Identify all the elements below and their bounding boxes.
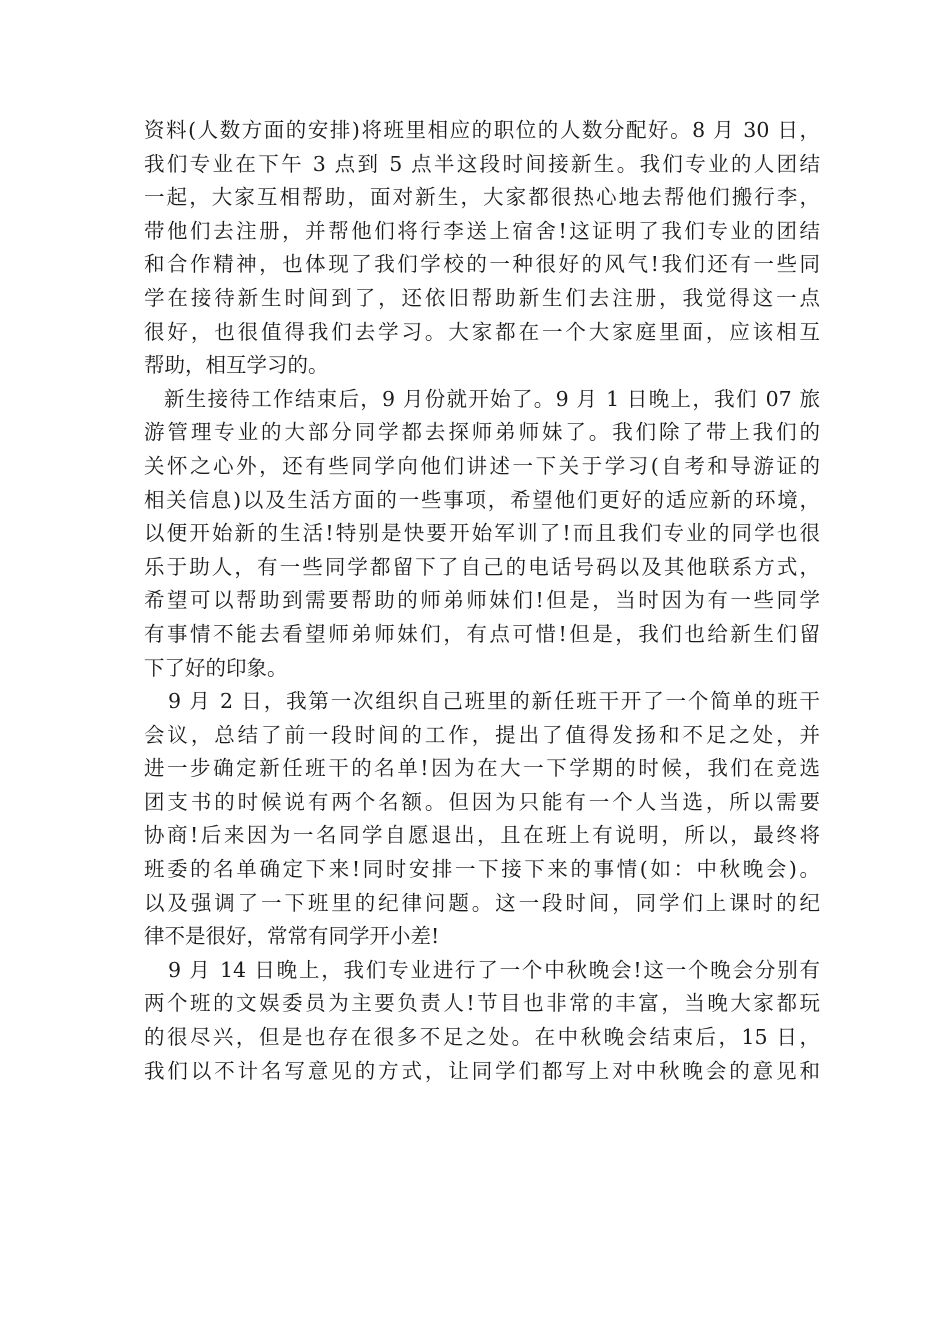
text-line: 游管理专业的大部分同学都去探师弟师妹了。我们除了带上我们的	[144, 420, 820, 445]
paragraph-mid-autumn-party	[144, 954, 820, 1088]
text-line: 带他们去注册，并帮他们将行李送上宿舍!这证明了我们专业的团结	[144, 218, 820, 243]
paragraph-welcome-visit	[144, 383, 820, 685]
text-line: 班委的名单确定下来!同时安排一下接下来的事情(如：中秋晚会)。	[144, 857, 820, 882]
text-line: 两个班的文娱委员为主要负责人!节目也非常的丰富，当晚大家都玩	[144, 991, 820, 1016]
text-line: 和合作精神，也体现了我们学校的一种很好的风气!我们还有一些同	[144, 252, 820, 277]
text-line: 学在接待新生时间到了，还依旧帮助新生们去注册，我觉得这一点	[144, 285, 820, 310]
text-line: 乐于助人，有一些同学都留下了自己的电话号码以及其他联系方式，	[144, 554, 820, 579]
text-line: 资料(人数方面的安排)将班里相应的职位的人数分配好。8 月 30 日，	[144, 118, 820, 142]
text-line: 关怀之心外，还有些同学向他们讲述一下关于学习(自考和导游证的	[144, 453, 820, 478]
text-line: 很好，也很值得我们去学习。大家都在一个大家庭里面，应该相互	[144, 319, 820, 344]
text-line: 9 月 14 日晚上，我们专业进行了一个中秋晚会!这一个晚会分别有	[168, 957, 820, 982]
text-line: 下了好的印象。	[144, 655, 288, 680]
text-line: 协商!后来因为一名同学自愿退出，且在班上有说明，所以，最终将	[144, 823, 820, 848]
text-line: 会议，总结了前一段时间的工作，提出了值得发扬和不足之处，并	[144, 722, 820, 747]
text-line: 帮助，相互学习的。	[144, 353, 329, 378]
text-line: 我们以不计名写意见的方式，让同学们都写上对中秋晚会的意见和	[144, 1058, 820, 1083]
paragraph-class-meeting	[144, 685, 820, 954]
text-line: 进一步确定新任班干的名单!因为在大一下学期的时候，我们在竞选	[144, 756, 820, 781]
document-body	[144, 114, 820, 1088]
text-line: 新生接待工作结束后，9 月份就开始了。9 月 1 日晚上，我们 07 旅	[164, 386, 820, 411]
text-line: 的很尽兴，但是也存在很多不足之处。在中秋晚会结束后，15 日，	[144, 1025, 820, 1050]
text-line: 以及强调了一下班里的纪律问题。这一段时间，同学们上课时的纪	[144, 890, 820, 915]
text-line: 我们专业在下午 3 点到 5 点半这段时间接新生。我们专业的人团结	[144, 151, 820, 176]
text-line: 有事情不能去看望师弟师妹们，有点可惜!但是，我们也给新生们留	[144, 621, 820, 646]
text-line: 一起，大家互相帮助，面对新生，大家都很热心地去帮他们搬行李，	[144, 185, 820, 210]
text-line: 希望可以帮助到需要帮助的师弟师妹们!但是，当时因为有一些同学	[144, 588, 820, 613]
paragraph-enrollment	[144, 114, 820, 383]
text-line: 以便开始新的生活!特别是快要开始军训了!而且我们专业的同学也很	[144, 521, 820, 546]
text-line: 团支书的时候说有两个名额。但因为只能有一个人当选，所以需要	[144, 789, 820, 814]
text-line: 相关信息)以及生活方面的一些事项，希望他们更好的适应新的环境，	[144, 487, 820, 512]
text-line: 9 月 2 日，我第一次组织自己班里的新任班干开了一个简单的班干	[168, 689, 820, 714]
text-line: 律不是很好，常常有同学开小差!	[144, 924, 440, 949]
